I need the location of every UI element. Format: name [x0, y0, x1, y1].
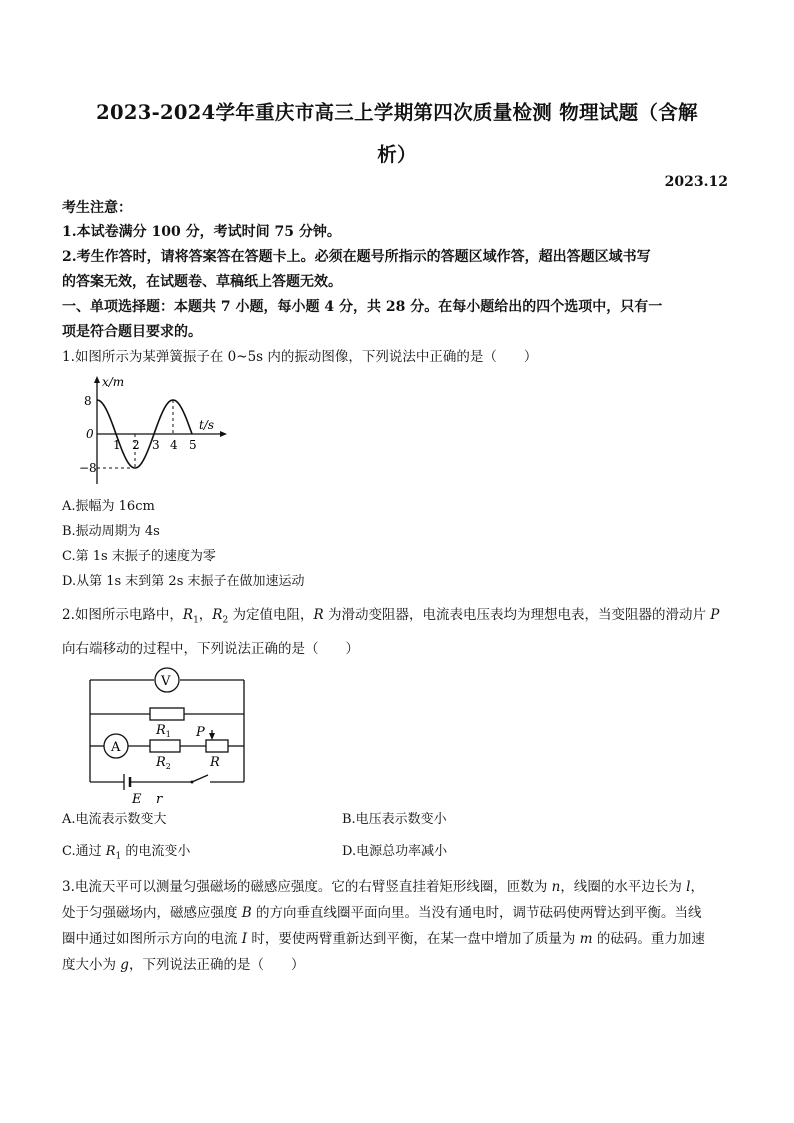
resistor-r2 [150, 740, 180, 752]
voltmeter-label: V [161, 674, 171, 689]
x-axis-label: t/s [199, 418, 215, 432]
slider-arrow-icon [209, 733, 215, 740]
x-tick-4: 4 [170, 438, 178, 452]
q2-stem-line-1: 2.如图所示电路中，$R_1$，$R_2$ 为定值电阻，R 为滑动变阻器，电流表电压表均为理想电表，当变阻器的滑动片 P [62, 607, 720, 626]
q1-option-a: A.振幅为 16cm [62, 499, 155, 514]
exam-date: 2023.12 [664, 174, 728, 190]
q1-oscillation-graph [79, 374, 232, 486]
q3-stem-line-4: 度大小为 g，下列说法正确的是（ ） [62, 957, 305, 973]
rheostat-label: R [210, 755, 220, 770]
q1-option-d: D.从第 1s 末到第 2s 末振子在做加速运动 [62, 574, 305, 589]
notice-item-1: 1.本试卷满分 100 分，考试时间 75 分钟。 [62, 224, 341, 240]
document-title [60, 92, 734, 176]
notice-item-2-line-1: 2.考生作答时，请将答案答在答题卡上。必须在题号所指示的答题区域作答，超出答题区域书写 [62, 249, 651, 265]
q1-option-c: C.第 1s 末振子的速度为零 [62, 549, 216, 564]
y-tick-8: 8 [84, 394, 92, 408]
title-line-2: 析） [377, 143, 417, 166]
q2-option-a: A.电流表示数变大 [62, 812, 167, 827]
origin-label: 0 [86, 427, 94, 441]
resistor-r1 [150, 708, 184, 720]
section-1-heading-line-1: 一、单项选择题：本题共 7 小题，每小题 4 分，共 28 分。在每小题给出的四个选项中，只有一 [62, 299, 663, 315]
x-tick-1: 1 [113, 438, 121, 452]
notice-item-2-line-2: 的答案无效，在试题卷、草稿纸上答题无效。 [62, 274, 342, 290]
y-tick-neg-8: −8 [79, 461, 97, 475]
q1-stem: 1.如图所示为某弹簧振子在 0~5s 内的振动图像，下列说法中正确的是（ ） [62, 349, 538, 365]
q2-circuit-diagram [84, 666, 252, 806]
ammeter-label: A [111, 740, 121, 755]
switch-symbol [192, 775, 208, 782]
emf-label: E [132, 792, 142, 807]
q2-stem-line-2: 向右端移动的过程中，下列说法正确的是（ ） [62, 641, 359, 657]
title-line-1: 2023-2024学年重庆市高三上学期第四次质量检测 物理试题（含解 [96, 101, 698, 124]
q3-stem-line-3: 圈中通过如图所示方向的电流 I 时，要使两臂重新达到平衡，在某一盘中增加了质量为 m 的砝码。重力加速 [62, 931, 705, 947]
x-tick-5: 5 [189, 438, 197, 452]
notice-heading: 考生注意： [62, 200, 132, 216]
slider-p-label: P [196, 725, 205, 740]
internal-resistance-label: r [156, 792, 163, 807]
q3-stem-line-1: 3.电流天平可以测量匀强磁场的磁感应强度。它的右臂竖直挂着矩形线圈，匝数为 n，线圈的水平边长为 l， [62, 879, 704, 895]
q3-stem-line-2: 处于匀强磁场内，磁感应强度 B 的方向垂直线圈平面向里。当没有通电时，调节砝码使两臂达到平衡。当线 [62, 905, 702, 921]
x-tick-3: 3 [152, 438, 160, 452]
q2-option-c: C.通过 $R_1$ 的电流变小 [62, 844, 191, 862]
r2-label: $R_2$ [156, 755, 171, 771]
y-axis-label: x/m [102, 375, 125, 389]
q2-option-d: D.电源总功率减小 [342, 844, 448, 859]
q1-option-b: B.振动周期为 4s [62, 524, 160, 539]
r1-label: $R_1$ [156, 723, 171, 739]
q2-option-b: B.电压表示数变小 [342, 812, 447, 827]
rheostat-r [206, 740, 228, 752]
x-tick-2: 2 [132, 438, 140, 452]
section-1-heading-line-2: 项是符合题目要求的。 [62, 324, 202, 340]
